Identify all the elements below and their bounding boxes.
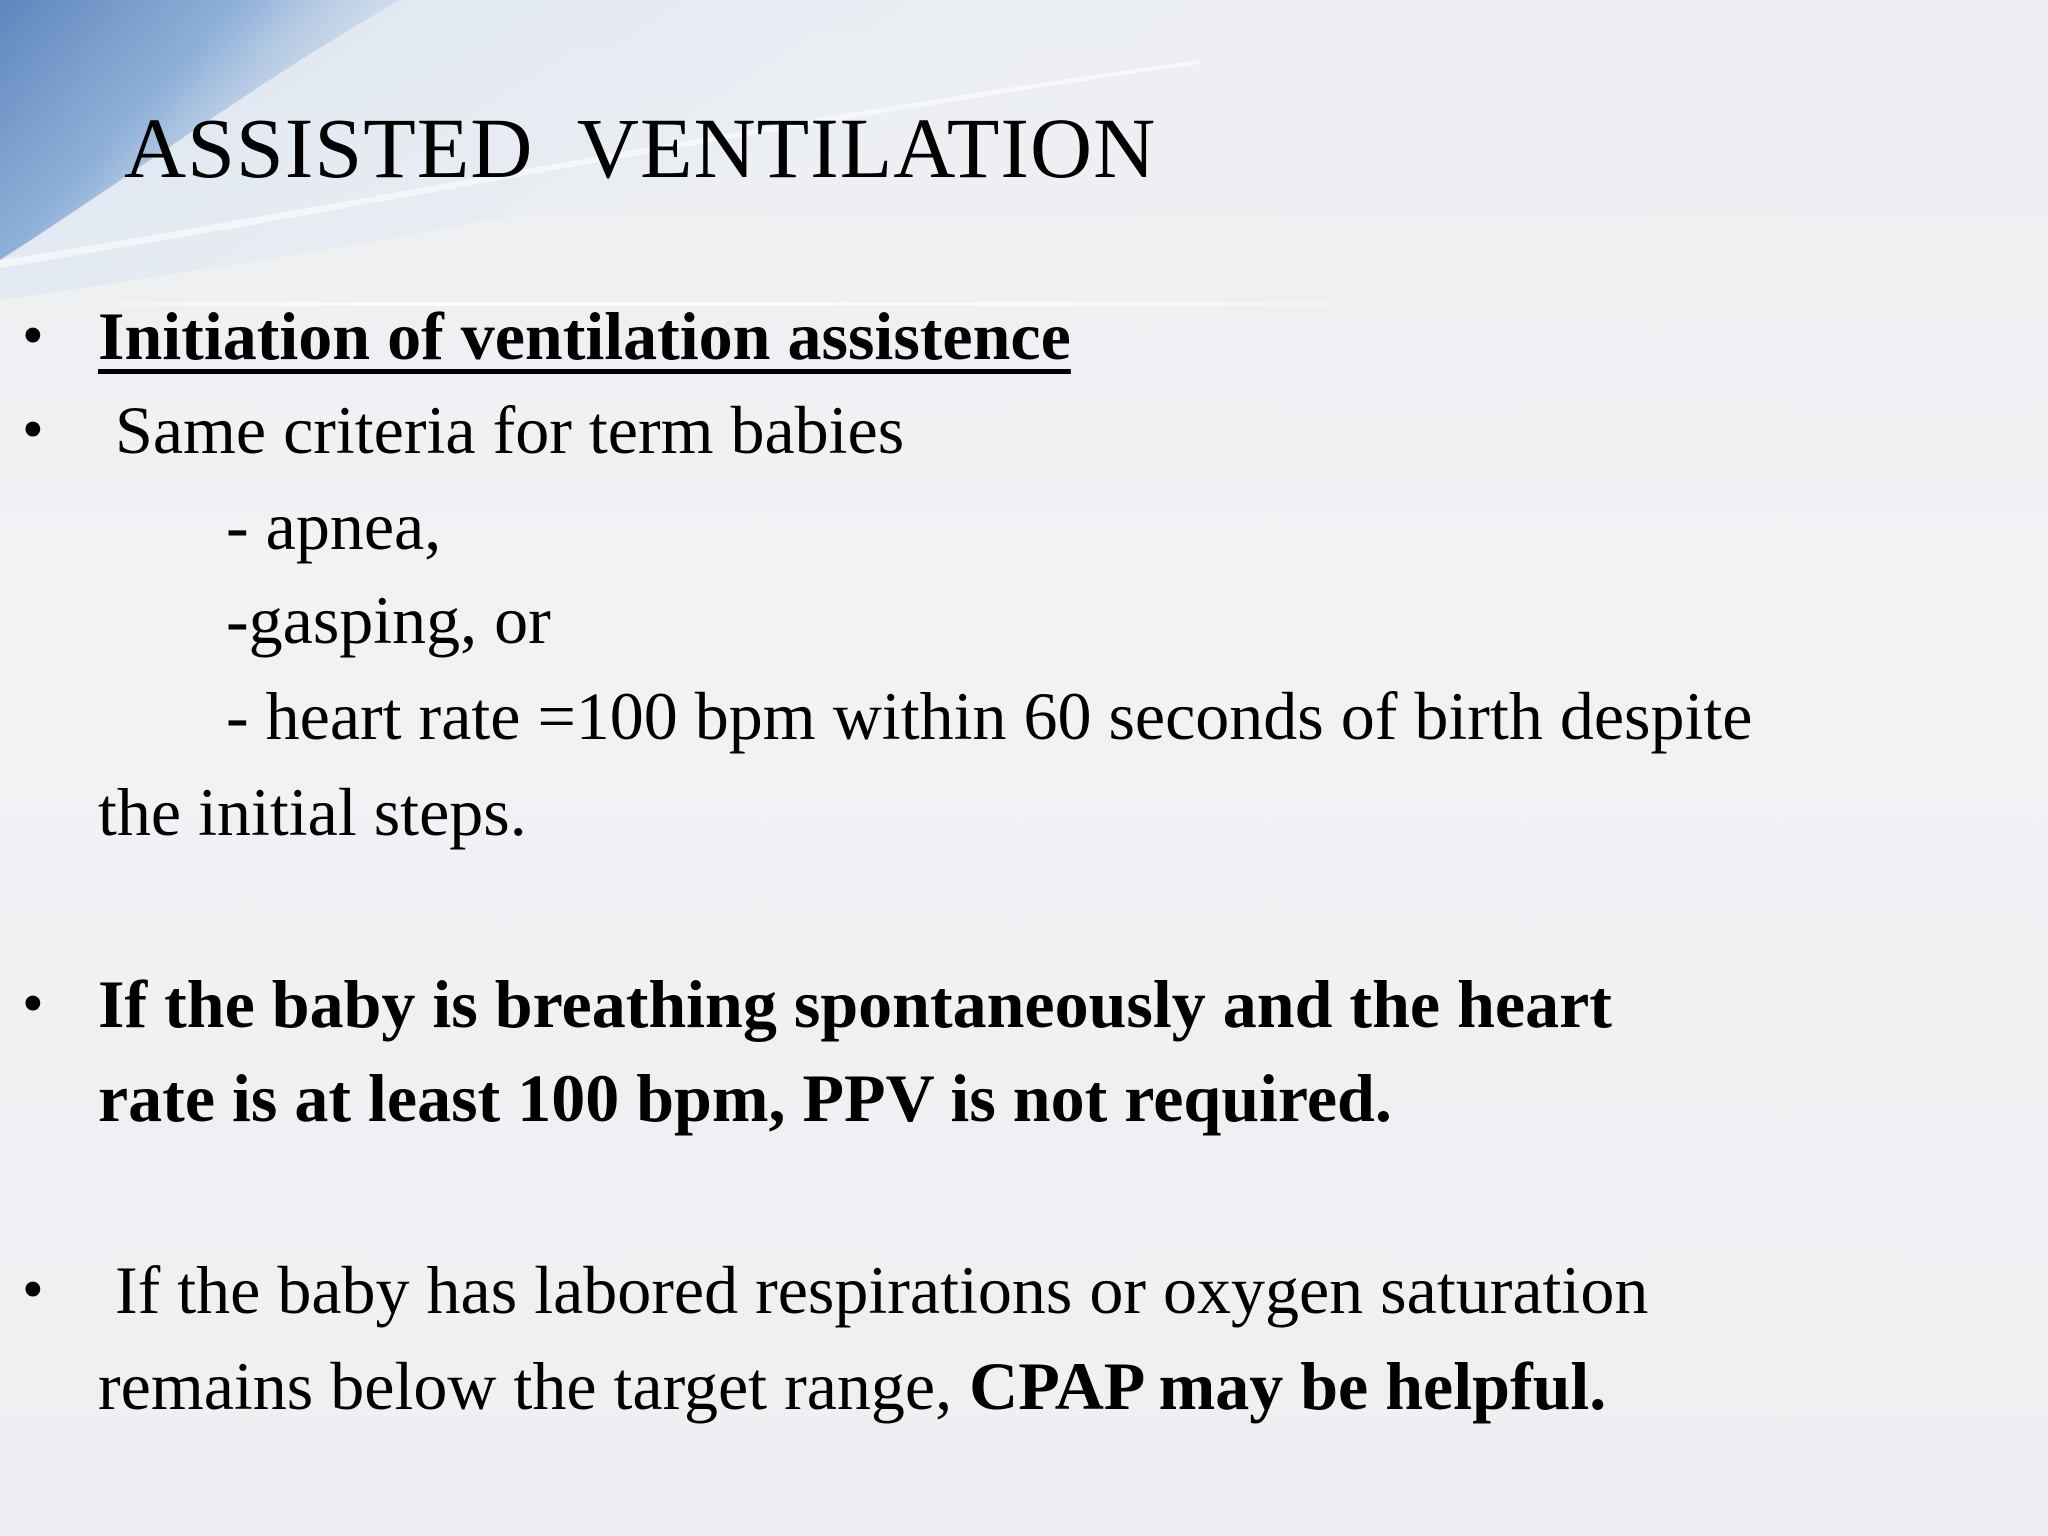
cpap-statement-plain: remains below the target range, <box>98 1348 970 1424</box>
bullet-marker: • <box>22 1256 44 1324</box>
criteria-item: - heart rate =100 bpm within 60 seconds of birth despite <box>226 678 1753 754</box>
bullet-marker: • <box>22 970 44 1038</box>
cpap-statement-line2 <box>98 1346 1606 1426</box>
cpap-statement-line1: If the baby has labored respirations or oxygen saturation <box>98 1252 1649 1328</box>
cpap-statement-bold: CPAP may be helpful. <box>969 1348 1607 1424</box>
section-heading: Initiation of ventilation assistence <box>98 298 1071 374</box>
criteria-continuation: the initial steps. <box>98 774 527 850</box>
ppv-statement-line1: If the baby is breathing spontaneously and the heart <box>98 966 1612 1042</box>
bullet-marker: • <box>22 396 44 464</box>
criteria-item: - apnea, <box>226 488 442 564</box>
slide-title: ASSISTED VENTILATION <box>124 100 1157 196</box>
bullet-marker: • <box>22 302 44 370</box>
criteria-item: -gasping, or <box>226 582 551 658</box>
criteria-intro: Same criteria for term babies <box>98 392 905 468</box>
ppv-statement-line2: rate is at least 100 bpm, PPV is not required. <box>98 1060 1392 1136</box>
